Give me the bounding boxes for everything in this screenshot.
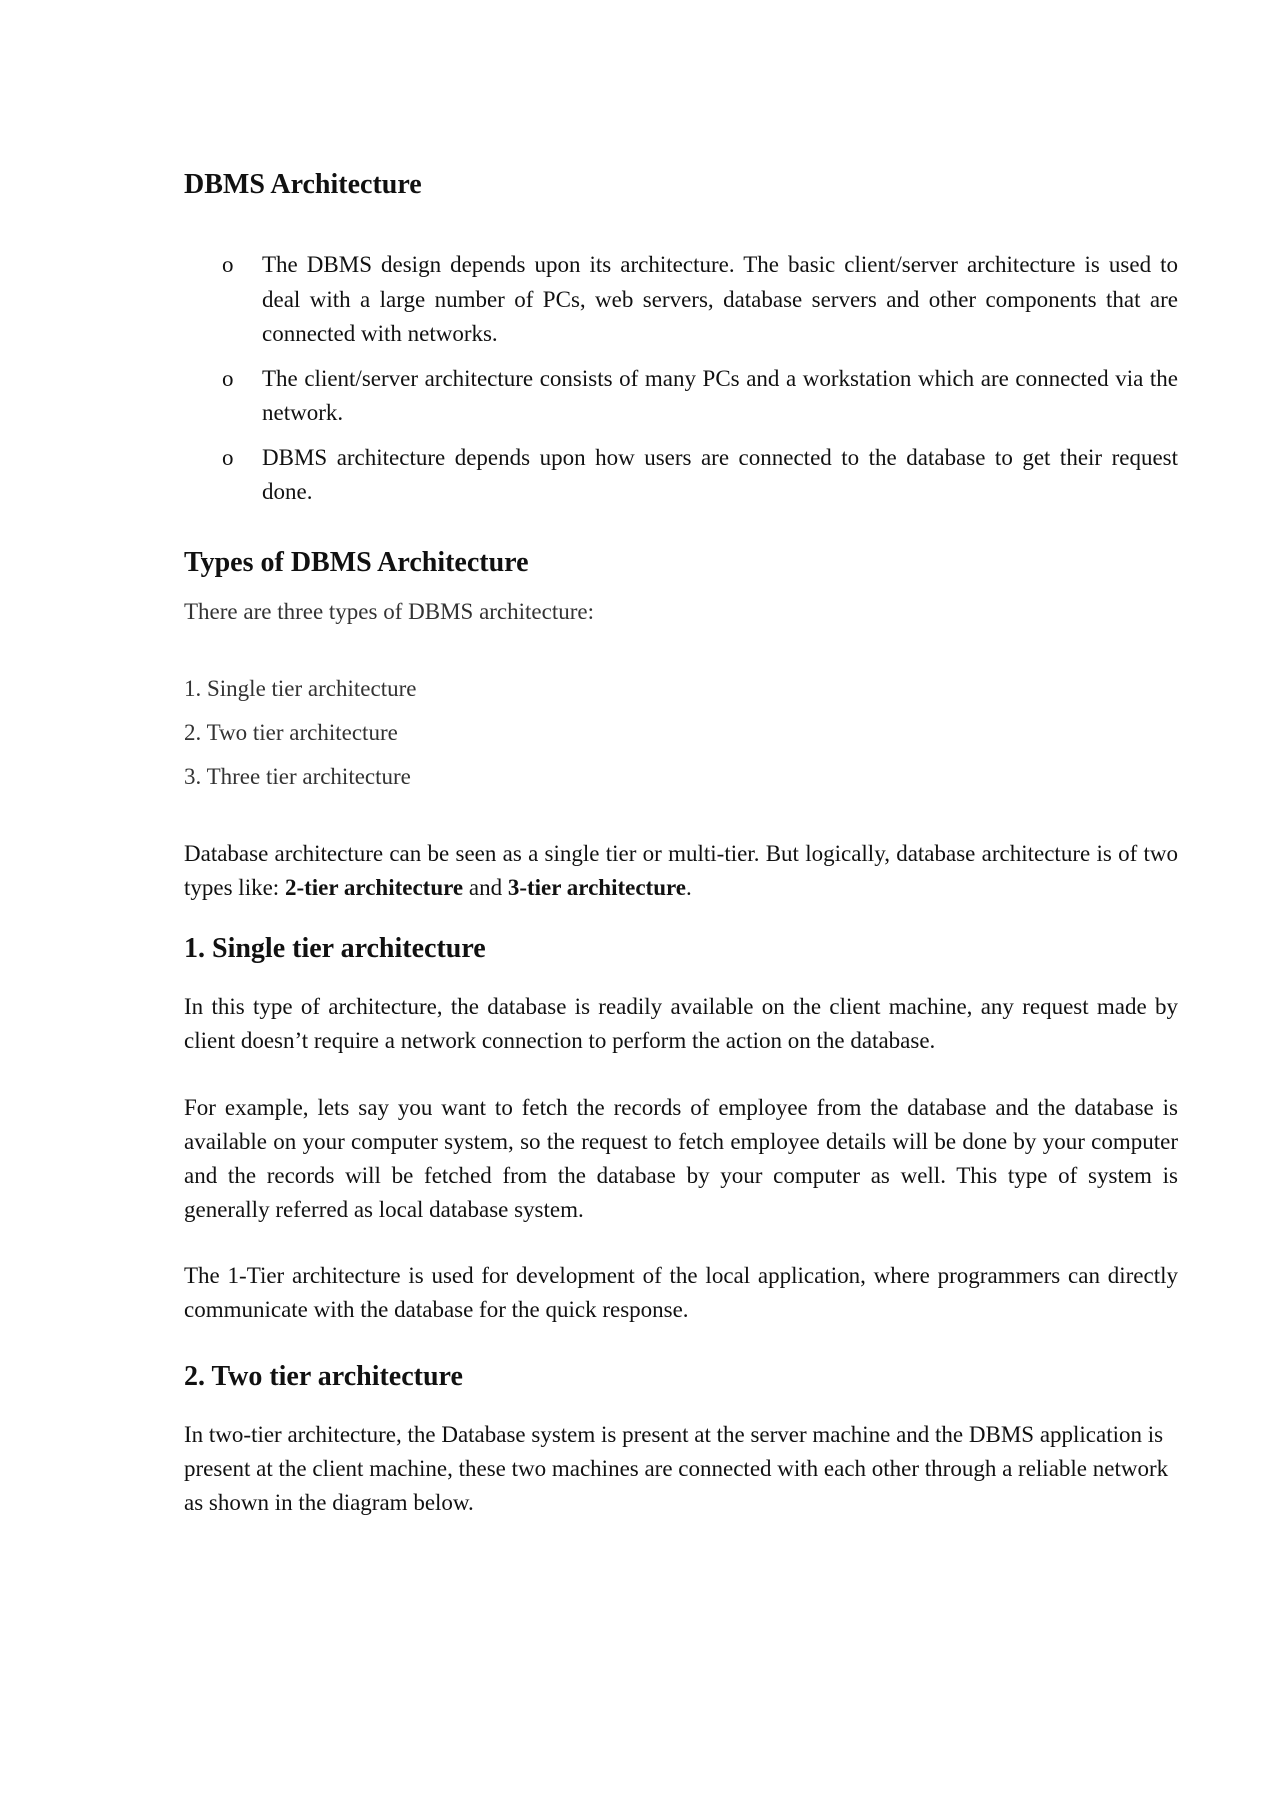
single-tier-heading: 1. Single tier architecture bbox=[184, 933, 486, 964]
logical-text-1: Database architecture can be seen as a single tier or multi-tier. But logically, database architecture is of two types like: bbox=[184, 841, 1178, 900]
two-tier-paragraph-1: In two-tier architecture, the Database system is present at the server machine and the DBMS application is present at the client machine, these two machines are connected with each other through a reliable network as shown in the diagram below. bbox=[184, 1422, 1169, 1515]
single-tier-paragraph-2: For example, lets say you want to fetch the records of employee from the database and the database is available on your computer system, so the request to fetch employee details will be done by your computer and the records will be fetched from the database by your computer as well. This type of system is generally referred as local database system. bbox=[184, 1095, 1178, 1222]
logical-paragraph bbox=[184, 837, 1178, 905]
list-item bbox=[184, 248, 1178, 352]
two-tier-heading: 2. Two tier architecture bbox=[184, 1361, 463, 1392]
bullet-text: The client/server architecture consists of many PCs and a workstation which are connected via the network. bbox=[262, 365, 1178, 425]
bullet-list bbox=[184, 248, 1178, 520]
list-item: 1. Single tier architecture bbox=[184, 676, 417, 701]
logical-text-2: and bbox=[463, 875, 508, 900]
bullet-marker: o bbox=[222, 444, 234, 470]
types-heading: Types of DBMS Architecture bbox=[184, 547, 529, 578]
list-item: 2. Two tier architecture bbox=[184, 720, 398, 745]
logical-text-3: . bbox=[686, 875, 692, 900]
single-tier-paragraph-1: In this type of architecture, the database is readily available on the client machine, any request made by client doesn’t require a network connection to perform the action on the database. bbox=[184, 994, 1178, 1053]
list-item bbox=[184, 441, 1178, 510]
logical-bold-2: 3-tier architecture bbox=[507, 875, 686, 900]
types-intro: There are three types of DBMS architecture: bbox=[184, 599, 594, 624]
list-item: 3. Three tier architecture bbox=[184, 764, 411, 789]
page-title: DBMS Architecture bbox=[184, 169, 422, 200]
bullet-marker: o bbox=[222, 252, 234, 277]
list-item bbox=[184, 362, 1178, 431]
single-tier-paragraph-3: The 1-Tier architecture is used for development of the local application, where programmers can directly communicate with the database for the quick response. bbox=[184, 1263, 1178, 1322]
bullet-marker: o bbox=[222, 365, 234, 391]
bullet-text: DBMS architecture depends upon how users are connected to the database to get their request done. bbox=[262, 444, 1178, 504]
logical-bold-1: 2-tier architecture bbox=[284, 875, 464, 900]
bullet-text: The DBMS design depends upon its architecture. The basic client/server architecture is used to deal with a large number of PCs, web servers, database servers and other components that are connected with networks. bbox=[262, 252, 1178, 346]
types-list bbox=[184, 672, 416, 804]
